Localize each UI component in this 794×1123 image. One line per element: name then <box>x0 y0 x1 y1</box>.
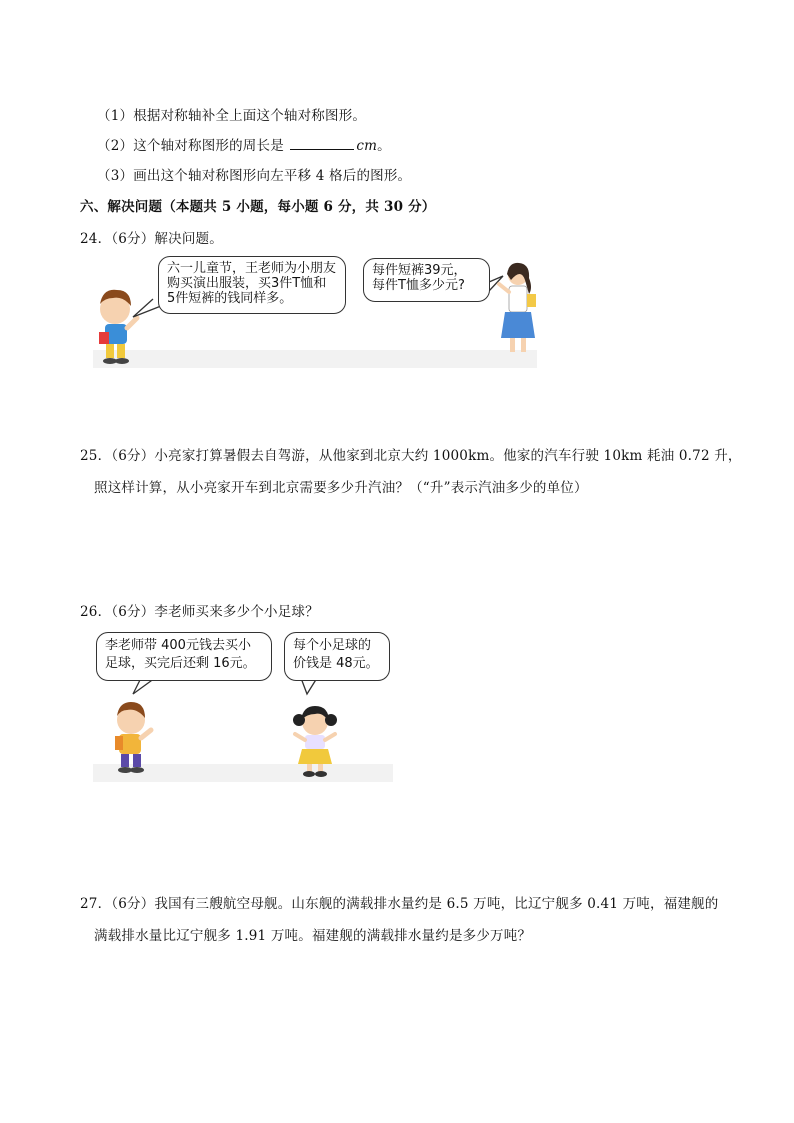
q26-bubble-left <box>96 632 272 681</box>
sub-question-3: （3）画出这个轴对称图形向左平移 4 格后的图形。 <box>97 168 412 184</box>
boy-figure <box>115 702 151 773</box>
q24-bubble-right <box>363 258 490 302</box>
q27-line-1: 27．（6分）我国有三艘航空母舰。山东舰的满载排水量约是 6.5 万吨，比辽宁舰多 0.41 万吨，福建舰的 <box>80 896 719 912</box>
q26-stem: 26．（6分）李老师买来多少个小足球？ <box>80 604 319 620</box>
answer-blank[interactable] <box>290 137 354 150</box>
q24-bubble-left-line: 5件短裤的钱同样多。 <box>167 291 293 306</box>
q24-bubble-right-line: 每件T恤多少元? <box>372 278 465 293</box>
q24-stem: 24．（6分）解决问题。 <box>80 231 223 247</box>
q26-bubble-right-line: 价钱是 48元。 <box>293 656 379 671</box>
sub-question-2-text: （2）这个轴对称图形的周长是 <box>97 138 284 154</box>
q24-bubble-left-line: 六一儿童节，王老师为小朋友 <box>167 261 337 276</box>
q26-bubble-right-line: 每个小足球的 <box>293 638 372 653</box>
q26-bubble-right <box>284 632 390 681</box>
unit-suffix: 。 <box>377 138 391 154</box>
q26-bubble-left-line: 足球，买完后还剩 16元。 <box>105 656 256 671</box>
q24-illustration <box>93 254 537 371</box>
section-heading: 六、解决问题（本题共 5 小题，每小题 6 分，共 30 分） <box>80 199 436 215</box>
q24-bubble-right-line: 每件短裤39元， <box>372 263 467 278</box>
unit-label: cm <box>356 138 378 154</box>
q25-line-1: 25．（6分）小亮家打算暑假去自驾游，从他家到北京大约 1000km。他家的汽车行驶 10km 耗油 0.72 升， <box>80 448 742 464</box>
q24-bubble-left-line: 购买演出服装，买3件T恤和 <box>167 276 327 291</box>
sub-question-2 <box>97 134 391 154</box>
sub-question-1: （1）根据对称轴补全上面这个轴对称图形。 <box>97 108 367 124</box>
q25-line-2: 照这样计算，从小亮家开车到北京需要多少升汽油？（“升”表示汽油多少的单位） <box>94 480 588 496</box>
q27-line-2: 满载排水量比辽宁舰多 1.91 万吨。福建舰的满载排水量约是多少万吨？ <box>94 928 532 944</box>
q26-bubble-left-line: 李老师带 400元钱去买小 <box>105 638 251 653</box>
teacher-figure <box>499 263 536 352</box>
q24-bubble-left <box>158 256 346 314</box>
q26-illustration <box>93 628 393 784</box>
